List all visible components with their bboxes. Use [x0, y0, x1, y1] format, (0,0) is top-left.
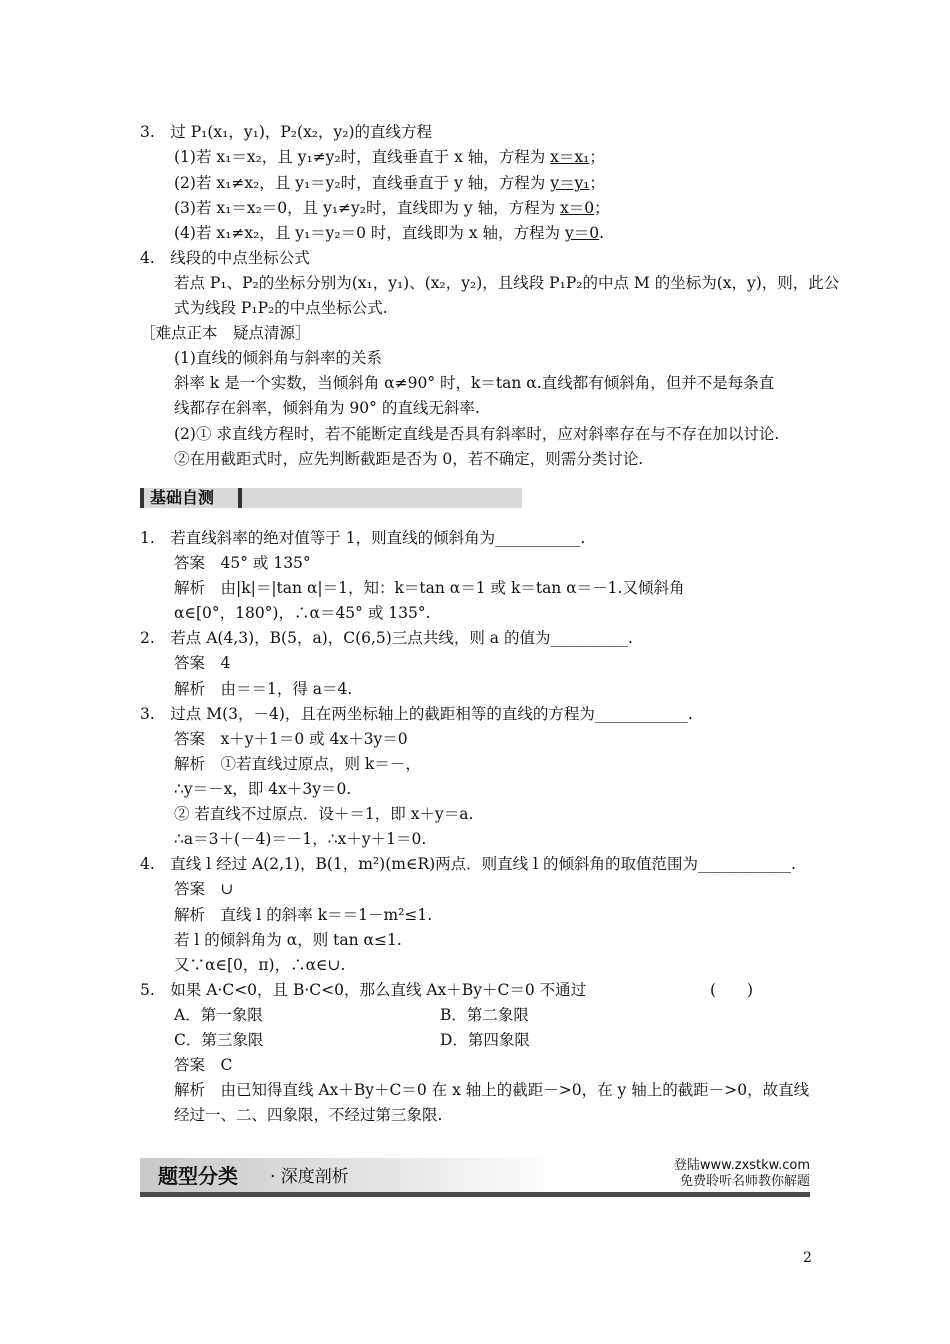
section-header-edge: [140, 488, 144, 508]
analysis-line: 解析 由|k|＝|tan α|＝1，知：k＝tan α＝1 或 k＝tan α＝－1.又倾斜角: [174, 579, 685, 597]
banner-promo-line2: 免费聆听名师教你解题: [679, 1174, 810, 1189]
text-line: (2)① 求直线方程时，若不能断定直线是否具有斜率时，应对斜率存在与不存在加以讨论.: [174, 425, 780, 443]
analysis-line: 解析 直线 l 的斜率 k＝＝1－m²≤1.: [174, 906, 433, 924]
question-line: 1. 若直线斜率的绝对值等于 1，则直线的倾斜角为___________.: [140, 529, 586, 547]
option-a: A．第一象限: [174, 1006, 263, 1024]
question-line: 5. 如果 A·C<0，且 B·C<0，那么直线 Ax＋By＋C＝0 不通过: [140, 981, 587, 999]
analysis-line: 又∵α∈[0，π)，∴α∈∪.: [174, 956, 346, 974]
text-line: 若点 P₁、P₂的坐标分别为(x₁，y₁)、(x₂，y₂)，且线段 P₁P₂的中点 M 的坐标为(x，y)，则，此公: [174, 274, 840, 292]
question-line: 2. 若点 A(4,3)，B(5，a)，C(6,5)三点共线，则 a 的值为__________.: [140, 629, 633, 647]
analysis-line: 经过一、二、四象限，不经过第三象限.: [174, 1106, 443, 1124]
text-line: 斜率 k 是一个实数，当倾斜角 α≠90° 时，k＝tan α.直线都有倾斜角，但并不是每条直: [174, 374, 775, 392]
analysis-line: 解析 由已知得直线 Ax＋By＋C＝0 在 x 轴上的截距－>0，在 y 轴上的截距－>0，故直线: [174, 1081, 810, 1099]
banner-rule: [140, 1192, 810, 1197]
page-number: 2: [803, 1250, 812, 1266]
answer-line: 答案 4: [174, 654, 231, 672]
banner-subtitle: · 深度剖析: [270, 1167, 349, 1187]
text-line: 线都存在斜率，倾斜角为 90° 的直线无斜率.: [174, 399, 480, 417]
banner-promo: [674, 1158, 810, 1190]
text-line: (3)若 x₁＝x₂＝0，且 y₁≠y₂时，直线即为 y 轴，方程为 x＝0；: [174, 199, 610, 217]
banner-title: 题型分类: [158, 1164, 238, 1188]
analysis-line: 若 l 的倾斜角为 α，则 tan α≤1.: [174, 931, 402, 949]
option-c: C．第三象限: [174, 1031, 264, 1049]
text-line: (1)直线的倾斜角与斜率的关系: [174, 349, 382, 367]
answer-blank: __________: [550, 629, 628, 647]
answer-blank: ____________: [697, 855, 791, 873]
text-line: (2)若 x₁≠x₂，且 y₁＝y₂时，直线垂直于 y 轴，方程为 y＝y₁；: [174, 174, 605, 192]
analysis-line: ② 若直线不过原点．设＋＝1，即 x＋y＝a.: [174, 805, 474, 823]
answer-line: 答案 45° 或 135°: [174, 554, 311, 572]
text-line: (1)若 x₁＝x₂，且 y₁≠y₂时，直线垂直于 x 轴，方程为 x＝x₁；: [174, 148, 605, 166]
text-line: 4. 线段的中点坐标公式: [140, 249, 310, 267]
text-line: 3. 过 P₁(x₁，y₁)，P₂(x₂，y₂)的直线方程: [140, 123, 433, 141]
option-b: B．第二象限: [440, 1006, 529, 1024]
option-d: D．第四象限: [440, 1031, 530, 1049]
text-line: (4)若 x₁≠x₂，且 y₁＝y₂＝0 时，直线即为 x 轴，方程为 y＝0.: [174, 224, 605, 242]
banner-promo-line1: 登陆www.zxstkw.com: [673, 1158, 810, 1173]
question-line: 3. 过点 M(3，－4)，且在两坐标轴上的截距相等的直线的方程为____________.: [140, 705, 693, 723]
answer-blank: ___________: [495, 529, 581, 547]
question-line: 4. 直线 l 经过 A(2,1)，B(1，m²)(m∈R)两点．则直线 l 的倾斜角的取值范围为____________.: [140, 855, 796, 873]
text-line: 式为线段 P₁P₂的中点坐标公式.: [174, 299, 388, 317]
analysis-line: 解析 由＝＝1，得 a＝4.: [174, 680, 353, 698]
section-title: 基础自测: [150, 488, 215, 507]
answer-blank: ____________: [594, 705, 688, 723]
section-banner: [140, 1158, 810, 1198]
answer-line: 答案 C: [174, 1056, 233, 1074]
text-line: ［难点正本 疑点清源］: [140, 324, 311, 342]
answer-line: 答案 ∪: [174, 880, 234, 898]
answer-line: 答案 x＋y＋1＝0 或 4x＋3y＝0: [174, 730, 408, 748]
text-line: ②在用截距式时，应先判断截距是否为 0，若不确定，则需分类讨论.: [174, 450, 644, 468]
analysis-line: 解析 ①若直线过原点，则 k＝－，: [174, 755, 421, 773]
analysis-line: ∴y＝－x，即 4x＋3y＝0.: [174, 780, 352, 798]
choice-paren: ( ): [710, 981, 754, 999]
section-header-edge: [238, 488, 242, 508]
analysis-line: α∈[0°，180°)，∴α＝45° 或 135°.: [174, 604, 431, 622]
analysis-line: ∴a＝3＋(－4)＝－1，∴x＋y＋1＝0.: [174, 830, 427, 848]
